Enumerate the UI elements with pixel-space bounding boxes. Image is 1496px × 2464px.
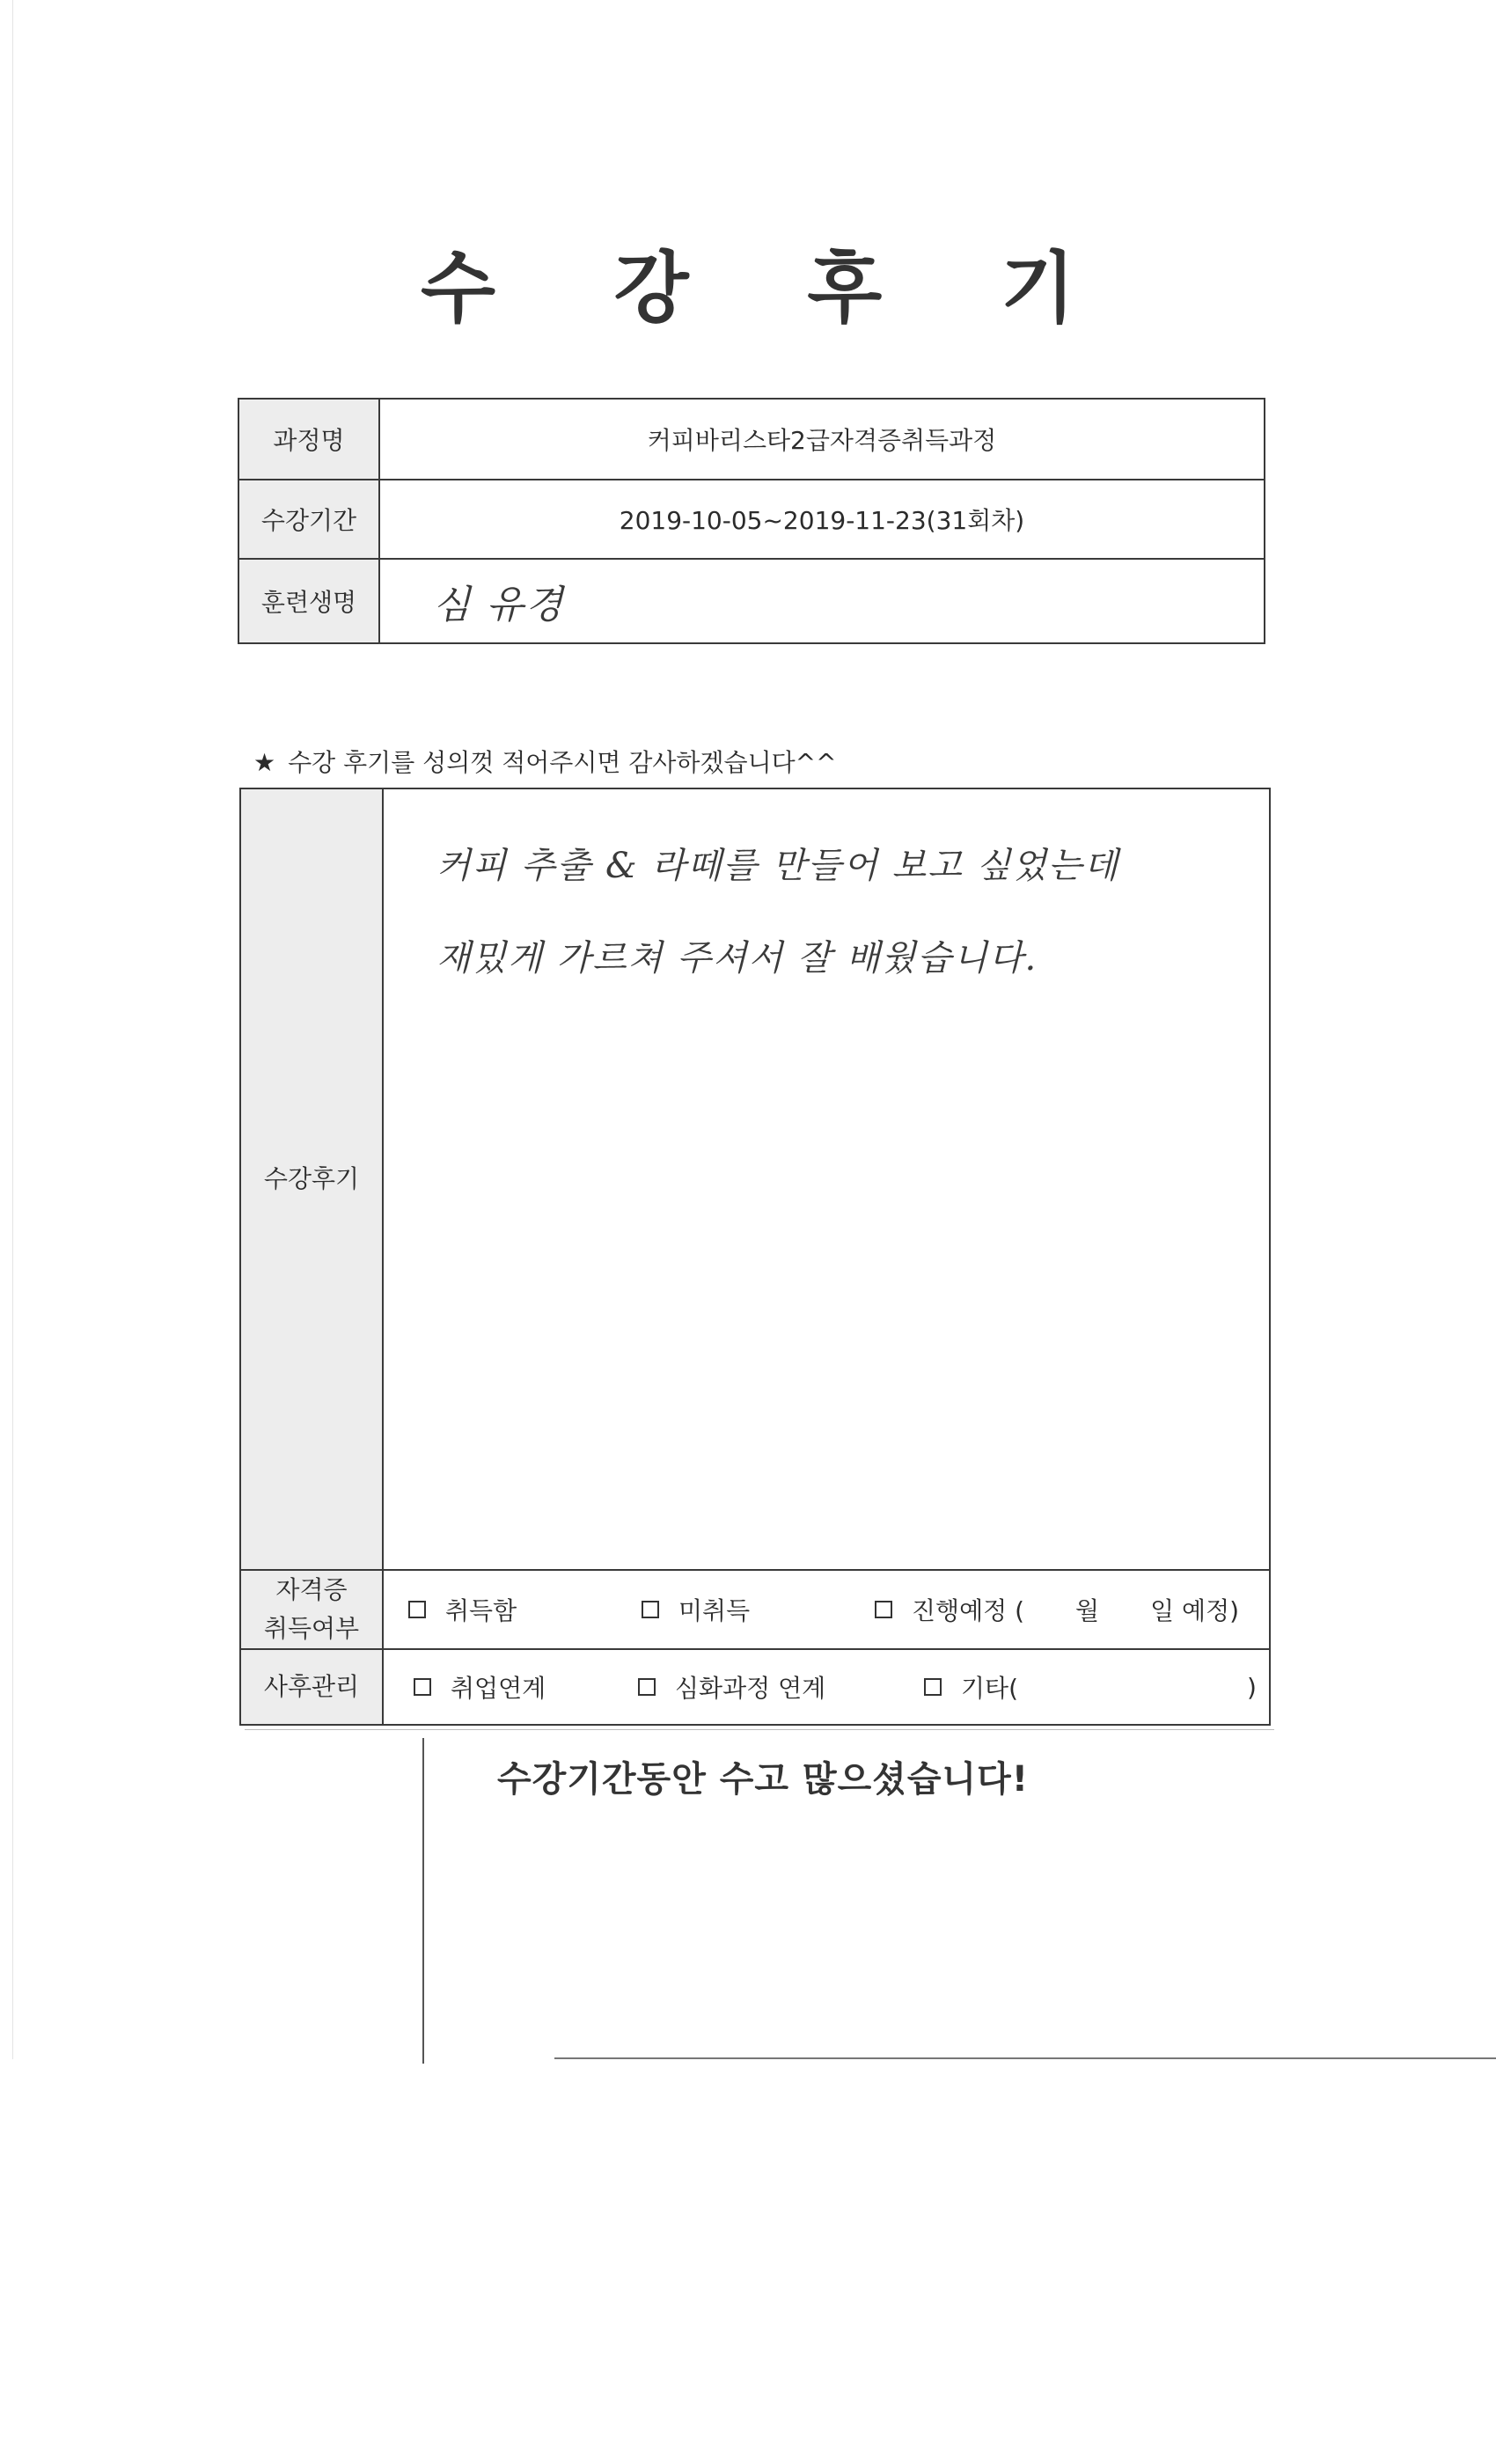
- month-label: 월: [1075, 1596, 1100, 1625]
- instruction-text: 수강 후기를 성의껏 적어주시면 감사하겠습니다^^: [288, 748, 837, 777]
- trainee-name-handwritten: 심 유경: [379, 559, 1265, 643]
- divider-line: [245, 1729, 1274, 1730]
- footer-vertical-line: [422, 1738, 424, 2064]
- option-advanced-course[interactable]: 심화과정 연계: [638, 1669, 924, 1705]
- review-label: 수강후기: [240, 788, 383, 1570]
- trainee-name-label: 훈련생명: [238, 559, 379, 643]
- checkbox-icon[interactable]: [875, 1601, 892, 1618]
- thanks-message: 수강기간동안 수고 많으셨습니다!: [497, 1759, 1030, 1800]
- review-table: [239, 788, 1271, 1726]
- certificate-label-line-2: 취득여부: [263, 1614, 360, 1643]
- checkbox-icon[interactable]: [408, 1601, 426, 1618]
- certificate-status-label: [240, 1570, 383, 1649]
- course-info-table: [238, 398, 1265, 644]
- option-acquired[interactable]: 취득함: [408, 1592, 642, 1627]
- followup-options: [383, 1649, 1270, 1725]
- footer-horizontal-line: [554, 2057, 1496, 2059]
- certificate-options: [383, 1570, 1270, 1649]
- followup-label: 사후관리: [240, 1649, 383, 1725]
- checkbox-icon[interactable]: [924, 1678, 942, 1696]
- star-icon: ★: [253, 748, 276, 777]
- checkbox-icon[interactable]: [638, 1678, 656, 1696]
- review-handwritten-line-2: 재밌게 가르쳐 주셔서 잘 배웠습니다.: [436, 938, 1038, 979]
- checkbox-icon[interactable]: [414, 1678, 431, 1696]
- course-name-label: 과정명: [238, 399, 379, 480]
- option-other[interactable]: 기타( ): [924, 1669, 1257, 1705]
- other-close-paren: ): [1247, 1672, 1257, 1702]
- day-planned-label: 일 예정): [1150, 1596, 1240, 1625]
- page-title: 수 강 후 기: [421, 243, 1121, 334]
- course-period-label: 수강기간: [238, 480, 379, 559]
- option-in-progress[interactable]: 진행예정 ( 월 일 예정): [875, 1592, 1239, 1627]
- option-employment[interactable]: 취업연계: [414, 1669, 638, 1705]
- instruction-note: [253, 744, 837, 779]
- course-period-value: 2019-10-05~2019-11-23(31회차): [379, 480, 1265, 559]
- checkbox-icon[interactable]: [642, 1601, 659, 1618]
- course-name-value: 커피바리스타2급자격증취득과정: [379, 399, 1265, 480]
- certificate-label-line-1: 자격증: [275, 1575, 348, 1604]
- option-not-acquired[interactable]: 미취득: [642, 1592, 875, 1627]
- review-handwritten-line-1: 커피 추출 & 라떼를 만들어 보고 싶었는데: [436, 846, 1120, 886]
- review-body: [383, 788, 1270, 1570]
